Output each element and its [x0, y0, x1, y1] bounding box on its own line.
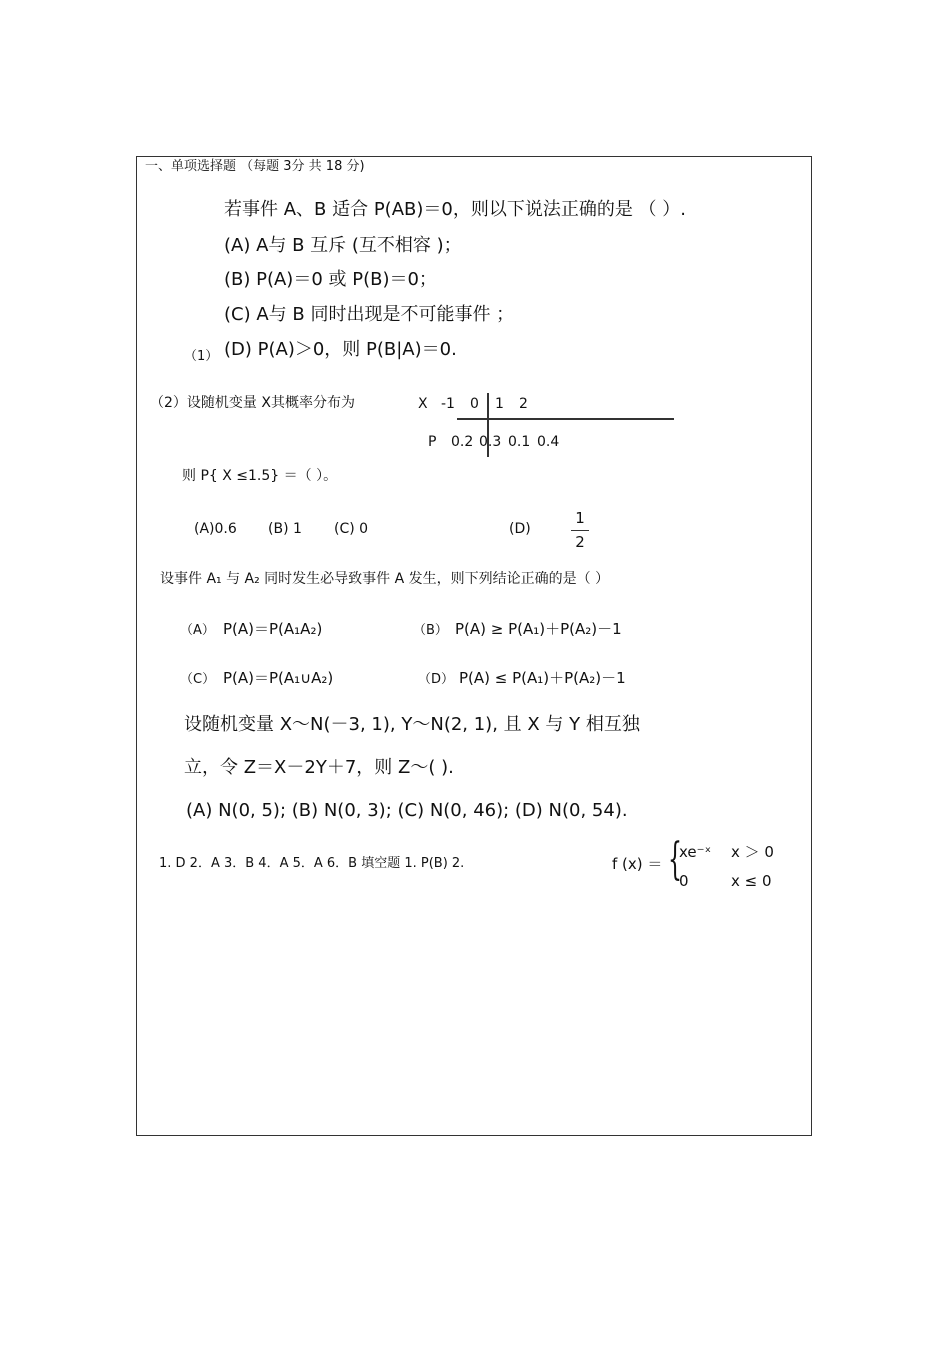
q3-option-a: P(A)＝P(A₁A₂)	[223, 620, 323, 638]
page-frame	[136, 156, 812, 1136]
q4-options: (A) N(0, 5); (B) N(0, 3); (C) N(0, 46); (D) N(0, 54).	[186, 800, 628, 821]
q1-stem: 若事件 A、B 适合 P(AB)＝0，则以下说法正确的是 （ ）.	[224, 199, 687, 220]
section-header: 一、单项选择题 （每题 3分 共 18 分)	[145, 159, 365, 174]
q2-x-value: 0	[470, 396, 479, 412]
q1-option-a: (A) A与 B 互斥 (互不相容 )；	[224, 235, 462, 256]
answer-fx-label: f (x) ＝	[612, 855, 663, 873]
q3-option-b-label: （B）	[413, 623, 448, 638]
piecewise-brace: {	[668, 834, 682, 885]
q3-option-b: P(A) ≥ P(A₁)＋P(A₂)－1	[455, 620, 622, 638]
q2-p-value: 0.3	[479, 434, 502, 450]
fraction-bar	[571, 530, 589, 531]
piecewise-case-2-cond: x ≤ 0	[731, 872, 772, 890]
q1-number: （1）	[184, 349, 219, 364]
q2-option-d-fraction	[571, 511, 589, 550]
q2-x-value: 2	[519, 396, 528, 412]
q3-option-c-label: （C）	[180, 672, 216, 687]
q1-option-d: (D) P(A)＞0，则 P(B|A)＝0.	[224, 339, 457, 360]
q1-option-b: (B) P(A)＝0 或 P(B)＝0；	[224, 269, 437, 290]
answer-key: 1. D 2．A 3．B 4．A 5．A 6．B 填空题 1. P(B) 2.	[159, 856, 465, 871]
q2-option-c: (C) 0	[334, 521, 369, 537]
q2-x-value: 1	[495, 396, 504, 412]
q2-p-value: 0.4	[537, 434, 560, 450]
q4-line-1: 设随机变量 X～N(－3, 1), Y～N(2, 1), 且 X 与 Y 相互独	[184, 714, 640, 735]
q3-option-d-label: （D）	[418, 672, 455, 687]
q3-option-d: P(A) ≤ P(A₁)＋P(A₂)－1	[459, 669, 626, 687]
piecewise-case-2-expr: 0	[679, 872, 689, 890]
q2-x-label: X	[418, 396, 428, 412]
q3-option-c: P(A)＝P(A₁∪A₂)	[223, 669, 334, 687]
q2-stem: （2）设随机变量 X其概率分布为	[150, 395, 355, 411]
q4-line-2: 立，令 Z＝X－2Y＋7，则 Z～( ).	[184, 757, 454, 778]
q2-p-value: 0.1	[508, 434, 531, 450]
q2-p-value: 0.2	[451, 434, 474, 450]
distribution-table-hline	[457, 418, 674, 420]
q2-option-a: (A)0.6	[194, 521, 237, 537]
q2-question: 则 P{ X ≤1.5} ＝（ ）。	[182, 468, 338, 484]
q3-option-a-label: （A）	[180, 623, 215, 638]
q2-p-label: P	[428, 434, 437, 450]
fraction-denominator: 2	[575, 533, 585, 551]
q2-x-value: -1	[441, 396, 455, 412]
piecewise-case-1-cond: x ＞ 0	[731, 843, 774, 861]
q2-option-d: (D)	[509, 521, 531, 537]
q3-stem: 设事件 A₁ 与 A₂ 同时发生必导致事件 A 发生，则下列结论正确的是（ ）	[160, 571, 610, 587]
fraction-numerator: 1	[575, 509, 585, 527]
q1-option-c: (C) A与 B 同时出现是不可能事件 ；	[224, 304, 515, 325]
piecewise-case-1-expr: xe⁻ˣ	[679, 843, 712, 861]
q2-option-b: (B) 1	[268, 521, 302, 537]
